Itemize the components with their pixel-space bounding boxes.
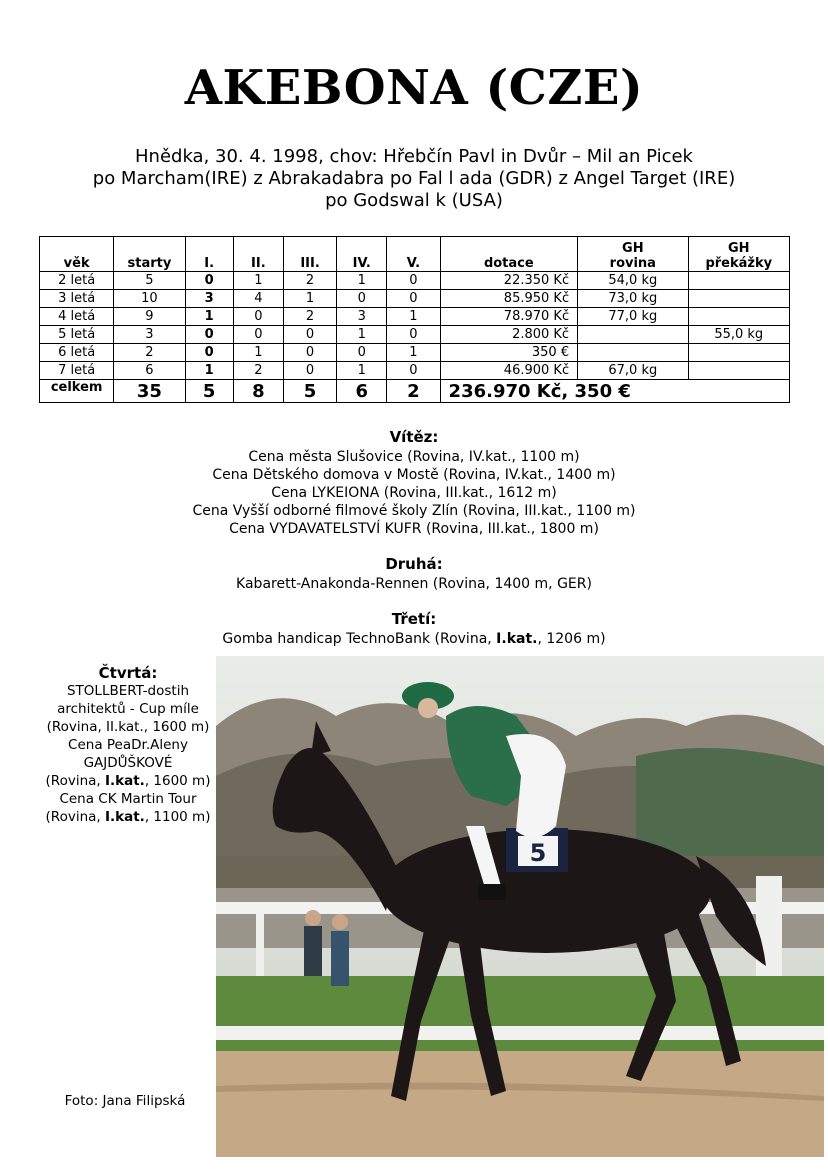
table-cell: 0 <box>233 326 283 344</box>
total-cell: 2 <box>387 380 440 403</box>
column-header: věk <box>40 237 114 272</box>
career-stats-table <box>39 236 790 403</box>
list-item <box>40 772 216 790</box>
total-earnings: 236.970 Kč, 350 € <box>440 380 789 403</box>
column-header: III. <box>283 237 336 272</box>
table-cell: 2 <box>114 344 185 362</box>
table-cell <box>688 272 789 290</box>
third-heading: Třetí: <box>391 610 437 628</box>
race-category: I.kat. <box>104 809 145 825</box>
table-row <box>40 290 790 308</box>
table-cell: 4 <box>233 290 283 308</box>
horse-info <box>0 146 828 212</box>
column-header: starty <box>114 237 185 272</box>
column-header: V. <box>387 237 440 272</box>
table-cell: 0 <box>337 290 387 308</box>
table-row <box>40 326 790 344</box>
total-cell: 5 <box>185 380 233 403</box>
table-cell: 10 <box>114 290 185 308</box>
table-cell: 0 <box>185 344 233 362</box>
total-label: celkem <box>40 380 114 403</box>
pedigree-line-2: po Godswal k (USA) <box>325 190 503 211</box>
table-row <box>40 272 790 290</box>
winner-heading: Vítěz: <box>389 428 439 446</box>
table-cell: 1 <box>337 272 387 290</box>
race-text: (Rovina, <box>45 809 105 825</box>
column-header: dotace <box>440 237 578 272</box>
table-cell: 46.900 Kč <box>440 362 578 380</box>
race-category: I.kat. <box>496 631 538 647</box>
table-cell: 2 <box>283 308 336 326</box>
table-cell: 54,0 kg <box>578 272 688 290</box>
second-section <box>0 555 828 593</box>
table-cell: 3 <box>114 326 185 344</box>
list-item: Kabarett-Anakonda-Rennen (Rovina, 1400 m, GER) <box>236 576 592 592</box>
table-cell: 55,0 kg <box>688 326 789 344</box>
table-cell: 9 <box>114 308 185 326</box>
list-item: Cena CK Martin Tour <box>59 791 197 807</box>
page-title: AKEBONA (CZE) <box>184 60 644 116</box>
list-item: Cena Vyšší odborné filmové školy Zlín (Rovina, III.kat., 1100 m) <box>192 503 636 519</box>
table-cell <box>688 290 789 308</box>
table-cell: 0 <box>387 272 440 290</box>
table-cell: 0 <box>283 362 336 380</box>
table-cell: 67,0 kg <box>578 362 688 380</box>
table-cell: 0 <box>185 272 233 290</box>
table-header-row <box>40 237 790 272</box>
table-row <box>40 362 790 380</box>
list-item: Cena města Slušovice (Rovina, IV.kat., 1100 m) <box>248 449 580 465</box>
winner-list <box>0 448 828 538</box>
table-cell <box>688 344 789 362</box>
breeding-line: Hnědka, 30. 4. 1998, chov: Hřebčín Pavl in Dvůr – Mil an Picek <box>135 146 693 167</box>
column-header: GH překážky <box>688 237 789 272</box>
winner-section <box>0 428 828 538</box>
table-cell: 6 letá <box>40 344 114 362</box>
list-item <box>40 808 216 826</box>
table-cell: 0 <box>283 344 336 362</box>
table-cell: 0 <box>387 362 440 380</box>
table-cell: 0 <box>283 326 336 344</box>
pedigree-line: po Marcham(IRE) z Abrakadabra po Fal l ada (GDR) z Angel Target (IRE) <box>92 168 736 189</box>
table-cell: 22.350 Kč <box>440 272 578 290</box>
list-item: GAJDŮŠKOVÉ <box>83 755 173 771</box>
table-cell: 7 letá <box>40 362 114 380</box>
list-item: (Rovina, II.kat., 1600 m) <box>46 719 210 735</box>
saddle-number: 5 <box>529 839 547 867</box>
table-cell: 78.970 Kč <box>440 308 578 326</box>
table-cell: 0 <box>185 326 233 344</box>
race-text: (Rovina, <box>45 773 105 789</box>
table-cell: 0 <box>387 290 440 308</box>
table-cell: 0 <box>233 308 283 326</box>
race-text: , 1100 m) <box>144 809 211 825</box>
second-heading: Druhá: <box>385 555 443 573</box>
table-cell: 1 <box>185 308 233 326</box>
table-cell: 1 <box>337 326 387 344</box>
table-cell: 1 <box>387 308 440 326</box>
table-cell: 1 <box>283 290 336 308</box>
race-text: , 1600 m) <box>144 773 211 789</box>
table-cell: 3 <box>185 290 233 308</box>
list-item: Cena PeaDr.Aleny <box>68 737 188 753</box>
list-item: architektů - Cup míle <box>57 701 199 717</box>
table-cell: 1 <box>387 344 440 362</box>
table-cell: 2 <box>233 362 283 380</box>
table-cell: 3 <box>337 308 387 326</box>
list-item <box>0 630 828 648</box>
table-cell: 5 <box>114 272 185 290</box>
list-item: STOLLBERT-dostih <box>66 683 189 699</box>
column-header: IV. <box>337 237 387 272</box>
table-row <box>40 308 790 326</box>
third-section <box>0 610 828 648</box>
table-cell: 77,0 kg <box>578 308 688 326</box>
table-cell: 73,0 kg <box>578 290 688 308</box>
table-cell: 1 <box>185 362 233 380</box>
fourth-heading: Čtvrtá: <box>98 664 158 682</box>
race-category: I.kat. <box>104 773 145 789</box>
table-cell: 6 <box>114 362 185 380</box>
table-row <box>40 344 790 362</box>
table-cell: 1 <box>233 344 283 362</box>
total-cell: 35 <box>114 380 185 403</box>
total-cell: 6 <box>337 380 387 403</box>
horse-photo-illustration <box>216 656 824 1157</box>
total-cell: 8 <box>233 380 283 403</box>
table-cell: 2 <box>283 272 336 290</box>
table-cell <box>688 308 789 326</box>
table-cell: 2.800 Kč <box>440 326 578 344</box>
table-cell <box>578 344 688 362</box>
column-header: I. <box>185 237 233 272</box>
table-cell: 1 <box>233 272 283 290</box>
table-cell <box>578 326 688 344</box>
fourth-section <box>40 664 216 826</box>
table-cell <box>688 362 789 380</box>
table-cell: 0 <box>387 326 440 344</box>
list-item: Cena LYKEIONA (Rovina, III.kat., 1612 m) <box>271 485 557 501</box>
table-cell: 350 € <box>440 344 578 362</box>
table-body <box>40 272 790 403</box>
table-cell: 3 letá <box>40 290 114 308</box>
table-cell: 4 letá <box>40 308 114 326</box>
list-item: Cena Dětského domova v Mostě (Rovina, IV.kat., 1400 m) <box>212 467 616 483</box>
photo-credit: Foto: Jana Filipská <box>64 1093 186 1109</box>
table-cell: 5 letá <box>40 326 114 344</box>
race-text: , 1206 m) <box>537 631 606 647</box>
column-header: GH rovina <box>578 237 688 272</box>
table-cell: 0 <box>337 344 387 362</box>
total-cell: 5 <box>283 380 336 403</box>
total-row <box>40 380 790 403</box>
table-cell: 1 <box>337 362 387 380</box>
race-text: Gomba handicap TechnoBank (Rovina, <box>222 631 497 647</box>
column-header: II. <box>233 237 283 272</box>
table-cell: 85.950 Kč <box>440 290 578 308</box>
list-item: Cena VYDAVATELSTVÍ KUFR (Rovina, III.kat., 1800 m) <box>229 521 599 537</box>
horse-photo <box>216 656 824 1157</box>
table-cell: 2 letá <box>40 272 114 290</box>
